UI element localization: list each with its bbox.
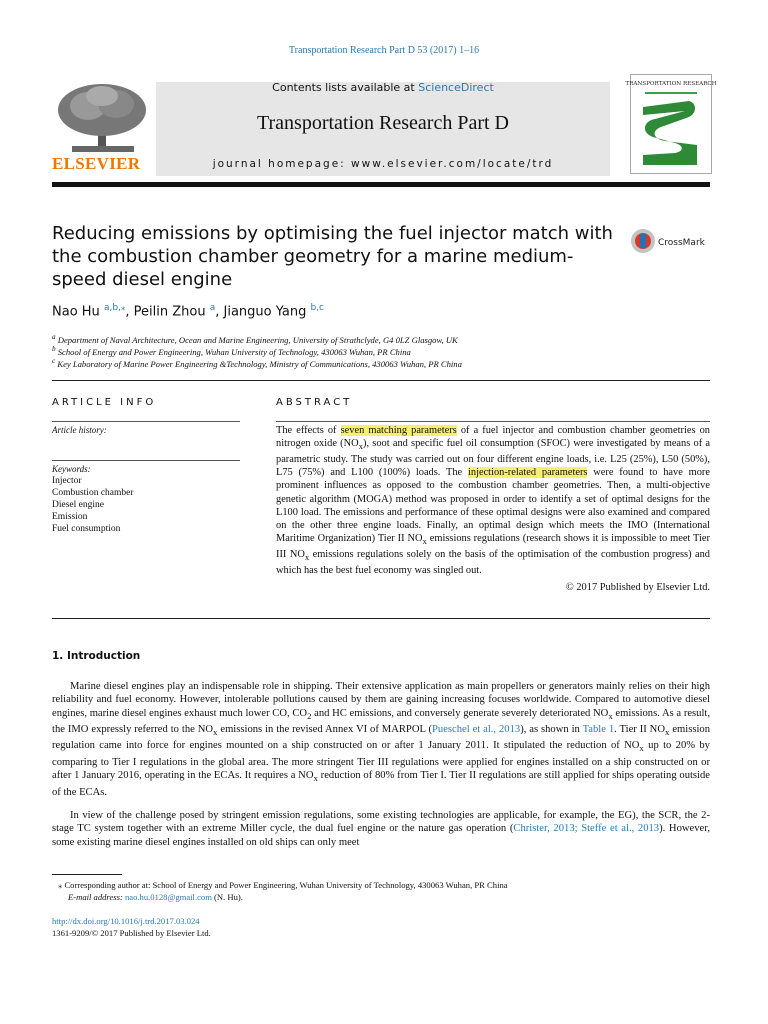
para-seg: Marine diesel engines play an indispensable role in shipping. Their extensive application as main propellers or generators mainly relies on their high reliability and fuel economy. However, intolerable pollutions caused by them are gaining increasing focuses worldwide. Compared to automotive diesel engines, marine diesel engines exhaust much lower CO, CO — [52, 681, 710, 719]
abstract-copyright: © 2017 Published by Elsevier Ltd. — [565, 582, 710, 593]
para-seg: emissions in the revised Annex VI of MARPOL ( — [217, 724, 432, 735]
para-seg: and HC emissions, and conversely generate severely deteriorated NO — [311, 707, 609, 719]
author-list: Nao Hu $^{a,b,⁎}$, Peilin Zhou $^a$, Jianguo Yang $^{b,c}$ — [52, 303, 325, 320]
journal-homepage-link[interactable]: journal homepage: www.elsevier.com/locate/trd — [212, 158, 554, 170]
article-history-label: Article history: — [52, 425, 107, 435]
abstract-divider — [276, 421, 710, 422]
para-seg: reduction of 80% from Tier I. Tier II regulations are still applied for ships operating outside of the ECAs. — [52, 770, 711, 798]
author-name: Peilin Zhou — [133, 304, 206, 320]
para-seg: up to 20% by comparing to Tier I regulations in the global area. The more stringent Tier III regulations were applied for engines installed on a ship constructed on or after 1 January 2016, operating in the ECAs. It requires a NO — [52, 740, 710, 782]
keyword-item: Diesel engine — [52, 500, 104, 510]
keywords-label: Keywords: — [52, 464, 91, 474]
intro-paragraph-2 — [52, 809, 710, 849]
table-reference-link[interactable]: Table 1 — [582, 724, 615, 735]
article-title: Reducing emissions by optimising the fuel injector match with the combustion chamber geometry for a marine medium-speed diesel engine — [52, 223, 613, 290]
crossmark-label: CrossMark — [658, 238, 705, 248]
para-seg: ). However, some existing marine diesel engines installed on old ships can only meet — [52, 823, 710, 848]
affiliation-text: School of Energy and Power Engineering, Wuhan University of Technology, 430063 Wuhan, PR China — [57, 346, 411, 357]
journal-cover-thumbnail[interactable] — [625, 74, 717, 174]
author-affiliation-marks[interactable]: a,b,⁎ — [103, 303, 126, 313]
author-affiliation-marks[interactable]: a — [209, 303, 216, 313]
abstract-heading: ABSTRACT — [276, 397, 353, 408]
subscript-2: 2 — [307, 710, 312, 721]
author-name: Jianguo Yang — [223, 304, 307, 320]
affiliation-text: Department of Naval Architecture, Ocean and Marine Engineering, University of Strathclyde, G4 0LZ Glasgow, UK — [57, 334, 458, 345]
affiliation — [52, 345, 712, 357]
keyword-item: Injector — [52, 476, 82, 486]
elsevier-wordmark: ELSEVIER — [52, 154, 141, 173]
contents-available-line — [156, 81, 610, 94]
abstract-text — [276, 424, 710, 577]
affiliation-text: Key Laboratory of Marine Power Engineering &Technology, Ministry of Communications, 430063 Wuhan, PR China — [57, 358, 462, 369]
keyword-item: Emission — [52, 512, 88, 522]
subscript-x: x — [639, 743, 644, 754]
issn-line: 1361-9209/© 2017 Published by Elsevier Ltd. — [52, 928, 211, 938]
abstract-seg: ), soot and specific fuel oil consumption (SFOC) were investigated by means of a parametric study. The study was carried out on four different engine loads, i.e. L25 (25%), L50 (50%), L75 (75%) and L100 (100%) loads. The — [276, 438, 711, 479]
footnote-divider — [52, 874, 122, 875]
citation-link[interactable]: Pueschel et al., 2013 — [432, 724, 521, 735]
subscript-x: x — [358, 441, 363, 452]
info-divider — [52, 421, 240, 422]
para-seg: . Tier II NO — [614, 724, 665, 735]
email-line — [52, 892, 726, 902]
intro-paragraph-1 — [52, 680, 710, 799]
section-divider — [52, 618, 710, 619]
section-divider — [52, 380, 710, 381]
highlight-injection-related-parameters[interactable]: injection-related parameters — [467, 467, 588, 479]
subscript-x: x — [664, 727, 670, 738]
abstract-seg: emissions regulations solely on the basis of the optimisation of the combustion progress) and which has the best fuel economy was singled out. — [276, 549, 710, 577]
introduction-heading: 1. Introduction — [52, 650, 141, 662]
abstract-seg: emissions regulations (research shows it is impossible to meet Tier III NO — [276, 532, 710, 560]
para-seg: ), as shown in — [520, 724, 583, 735]
para-seg: emission regulation came into force for engines mounted on a ship constructed on or after 1 January 2011. It stipulated the reduction of NO — [52, 724, 710, 752]
crossmark-badge[interactable] — [630, 228, 714, 256]
subscript-x: x — [608, 710, 613, 721]
journal-citation[interactable]: Transportation Research Part D 53 (2017) 1–16 — [288, 45, 480, 56]
article-info-heading: ARTICLE INFO — [52, 397, 157, 408]
info-divider — [52, 460, 240, 461]
cover-title: TRANSPORTATION RESEARCH — [625, 81, 717, 87]
keyword-item: Combustion chamber — [52, 488, 134, 498]
subscript-x: x — [213, 727, 218, 738]
subscript-x: x — [422, 535, 427, 546]
subscript-x: x — [313, 773, 318, 784]
abstract-seg: The effects of — [276, 425, 341, 436]
subscript-x: x — [304, 552, 310, 563]
corresponding-author-note: ⁎ Corresponding author at: School of Energy and Power Engineering, Wuhan University of Technology, 430063 Wuhan, PR China — [58, 880, 508, 890]
affiliation-mark: c — [52, 357, 56, 365]
author-affiliation-marks[interactable]: b,c — [310, 303, 325, 313]
author-name: Nao Hu — [52, 304, 100, 320]
email-suffix: (N. Hu). — [211, 892, 243, 902]
abstract-seg: were found to have more prominent influences as opposed to the combustion chamber geometries. Then, a multi-objective genetic algorithm (MOGA) method was proposed in order to identify a set of optimal designs for the L100 load. The emissions and performance of these optimal designs were also examined and compared on the other three engine loads. Finally, an optimal design which meets the IMO (International Maritime Organization) Tier II NO — [276, 467, 711, 544]
citation-link[interactable]: Christer, 2013; Steffe et al., 2013 — [513, 823, 660, 835]
affiliation-mark: b — [52, 345, 56, 353]
author-email-link[interactable]: nao.hu.0128@gmail.com — [124, 892, 212, 902]
para-seg: emissions. As a result, the IMO expressly referred to the NO — [52, 707, 710, 735]
affiliation — [52, 333, 712, 345]
keyword-item: Fuel consumption — [52, 524, 121, 534]
abstract-seg: of a fuel injector and combustion chamber geometries on nitrogen oxide (NO — [276, 425, 710, 450]
highlight-seven-matching-parameters[interactable]: seven matching parameters — [340, 425, 457, 436]
affiliation — [52, 357, 712, 369]
contents-prefix: Contents lists available at — [272, 81, 419, 94]
para-seg: In view of the challenge posed by stringent emission regulations, some existing technologies are applicable, for example, the EG), the SCR, the 2-stage TC system together with an extreme Miller cycle, the dual fuel engine or the nature gas operation ( — [52, 810, 710, 835]
doi-link[interactable]: http://dx.doi.org/10.1016/j.trd.2017.03.024 — [52, 916, 200, 926]
header-divider — [52, 182, 710, 187]
email-label: E-mail address: — [68, 892, 125, 902]
affiliation-mark: a — [52, 333, 56, 341]
journal-title: Transportation Research Part D — [257, 112, 509, 134]
sciencedirect-link[interactable]: ScienceDirect — [418, 81, 494, 94]
